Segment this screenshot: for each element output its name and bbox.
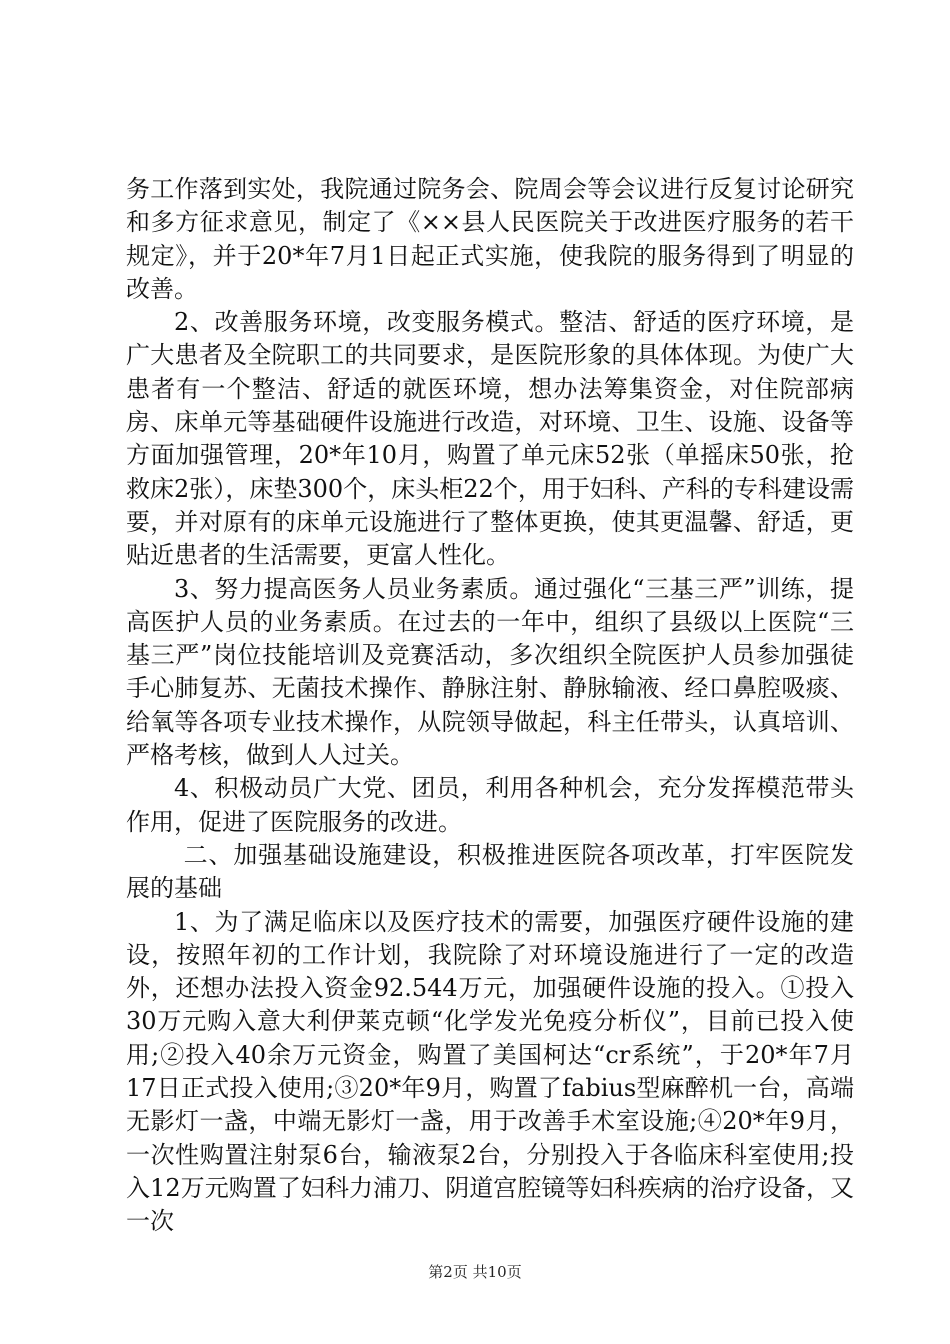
page-footer: 第2页 共10页 (428, 1263, 522, 1281)
document-body (126, 173, 854, 1239)
section-heading-infrastructure: 二、加强基础设施建设，积极推进医院各项改革，打牢医院发展的基础 (126, 840, 854, 903)
paragraph-party-members: 4、积极动员广大党、团员，利用各种机会，充分发挥模范带头作用，促进了医院服务的改进。 (126, 774, 854, 836)
paragraph-continuation: 务工作落到实处，我院通过院务会、院周会等会议进行反复讨论研究和多方征求意见，制定了《××县人民医院关于改进医疗服务的若干规定》，并于20*年7月1日起正式实施，使我院的服务得到了明显的改善。 (126, 175, 854, 303)
paragraph-hardware-investment: 1、为了满足临床以及医疗技术的需要，加强医疗硬件设施的建设，按照年初的工作计划，我院除了对环境设施进行了一定的改造外，还想办法投入资金92.544万元，加强硬件设施的投入。①投入30万元购入意大利伊莱克顿“化学发光免疫分析仪”，目前已投入使用;②投入40余万元资金，购置了美国柯达“cr系统”，于20*年7月17日正式投入使用;③20*年9月，购置了fabius型麻醉机一台，高端无影灯一盏，中端无影灯一盏，用于改善手术室设施;④20*年9月，一次性购置注射泵6台，输液泵2台，分别投入于各临床科室使用;投入12万元购置了妇科力浦刀、阴道宫腔镜等妇科疾病的治疗设备，又一次 (126, 907, 854, 1236)
paragraph-staff-quality: 3、努力提高医务人员业务素质。通过强化“三基三严”训练，提高医护人员的业务素质。在过去的一年中，组织了县级以上医院“三基三严”岗位技能培训及竞赛活动，多次组织全院医护人员参加强徒手心肺复苏、无菌技术操作、静脉注射、静脉输液、经口鼻腔吸痰、给氧等各项专业技术操作，从院领导做起，科主任带头，认真培训、严格考核，做到人人过关。 (126, 574, 854, 770)
paragraph-service-environment: 2、改善服务环境，改变服务模式。整洁、舒适的医疗环境，是广大患者及全院职工的共同要求，是医院形象的具体体现。为使广大患者有一个整洁、舒适的就医环境，想办法筹集资金，对住院部病房、床单元等基础硬件设施进行改造，对环境、卫生、设施、设备等方面加强管理，20*年10月，购置了单元床52张（单摇床50张，抢救床2张），床垫300个，床头柜22个，用于妇科、产科的专科建设需要，并对原有的床单元设施进行了整体更换，使其更温馨、舒适，更贴近患者的生活需要，更富人性化。 (126, 308, 854, 570)
